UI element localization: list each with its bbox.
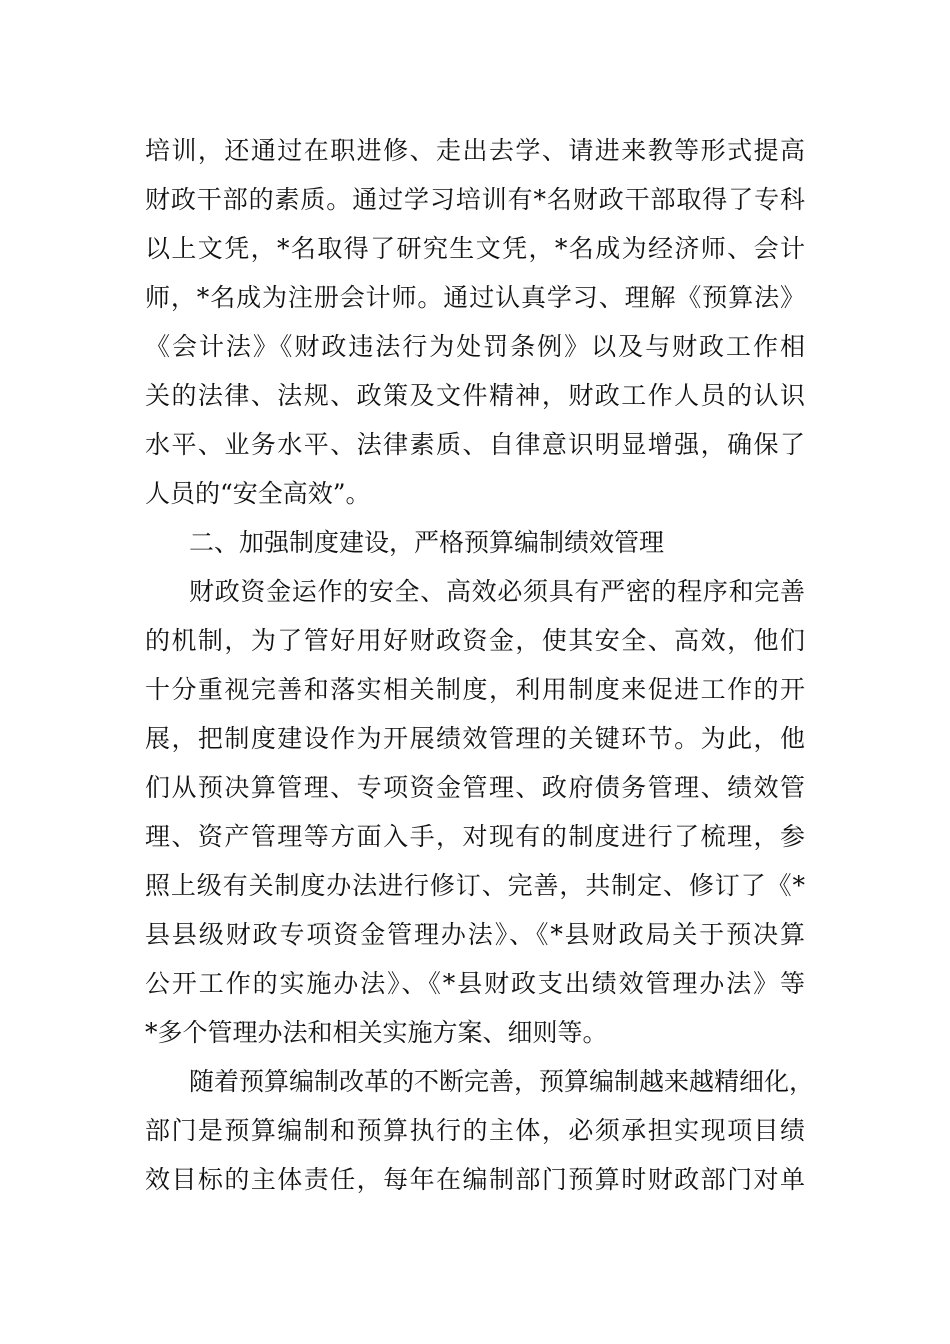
text-line: 十分重视完善和落实相关制度，利用制度来促进工作的开 (145, 675, 805, 704)
text-line: 部门是预算编制和预算执行的主体，必须承担实现项目绩 (145, 1116, 805, 1145)
text-line: 财政资金运作的安全、高效必须具有严密的程序和完善 (189, 577, 805, 606)
text-line: 们从预决算管理、专项资金管理、政府债务管理、绩效管 (145, 773, 805, 802)
text-line: 随着预算编制改革的不断完善，预算编制越来越精细化， (189, 1067, 815, 1096)
text-line: 财政干部的素质。通过学习培训有*名财政干部取得了专科 (145, 185, 805, 214)
text-line: 公开工作的实施办法》、《*县财政支出绩效管理办法》等 (145, 969, 805, 998)
text-line: 效目标的主体责任，每年在编制部门预算时财政部门对单 (145, 1165, 805, 1194)
text-line: 县县级财政专项资金管理办法》、《*县财政局关于预决算 (145, 920, 805, 949)
text-line: 培训，还通过在职进修、走出去学、请进来教等形式提高 (145, 136, 805, 165)
document-body (145, 126, 815, 1204)
text-line: 理、资产管理等方面入手，对现有的制度进行了梳理，参 (145, 822, 805, 851)
text-line: 《会计法》《财政违法行为处罚条例》以及与财政工作相 (145, 332, 805, 361)
text-line: 人员的“安全高效”。 (145, 479, 371, 508)
text-line: 的机制，为了管好用好财政资金，使其安全、高效，他们 (145, 626, 805, 655)
text-line: *多个管理办法和相关实施方案、细则等。 (145, 1018, 608, 1047)
text-line: 师，*名成为注册会计师。通过认真学习、理解《预算法》 (145, 283, 805, 312)
text-line: 关的法律、法规、政策及文件精神，财政工作人员的认识 (145, 381, 805, 410)
text-line: 照上级有关制度办法进行修订、完善，共制定、修订了《* (145, 871, 805, 900)
text-line: 展，把制度建设作为开展绩效管理的关键环节。为此，他 (145, 724, 805, 753)
text-line: 水平、业务水平、法律素质、自律意识明显增强，确保了 (145, 430, 805, 459)
text-line: 以上文凭，*名取得了研究生文凭，*名成为经济师、会计 (145, 234, 805, 263)
section-heading: 二、加强制度建设，严格预算编制绩效管理 (189, 528, 665, 557)
